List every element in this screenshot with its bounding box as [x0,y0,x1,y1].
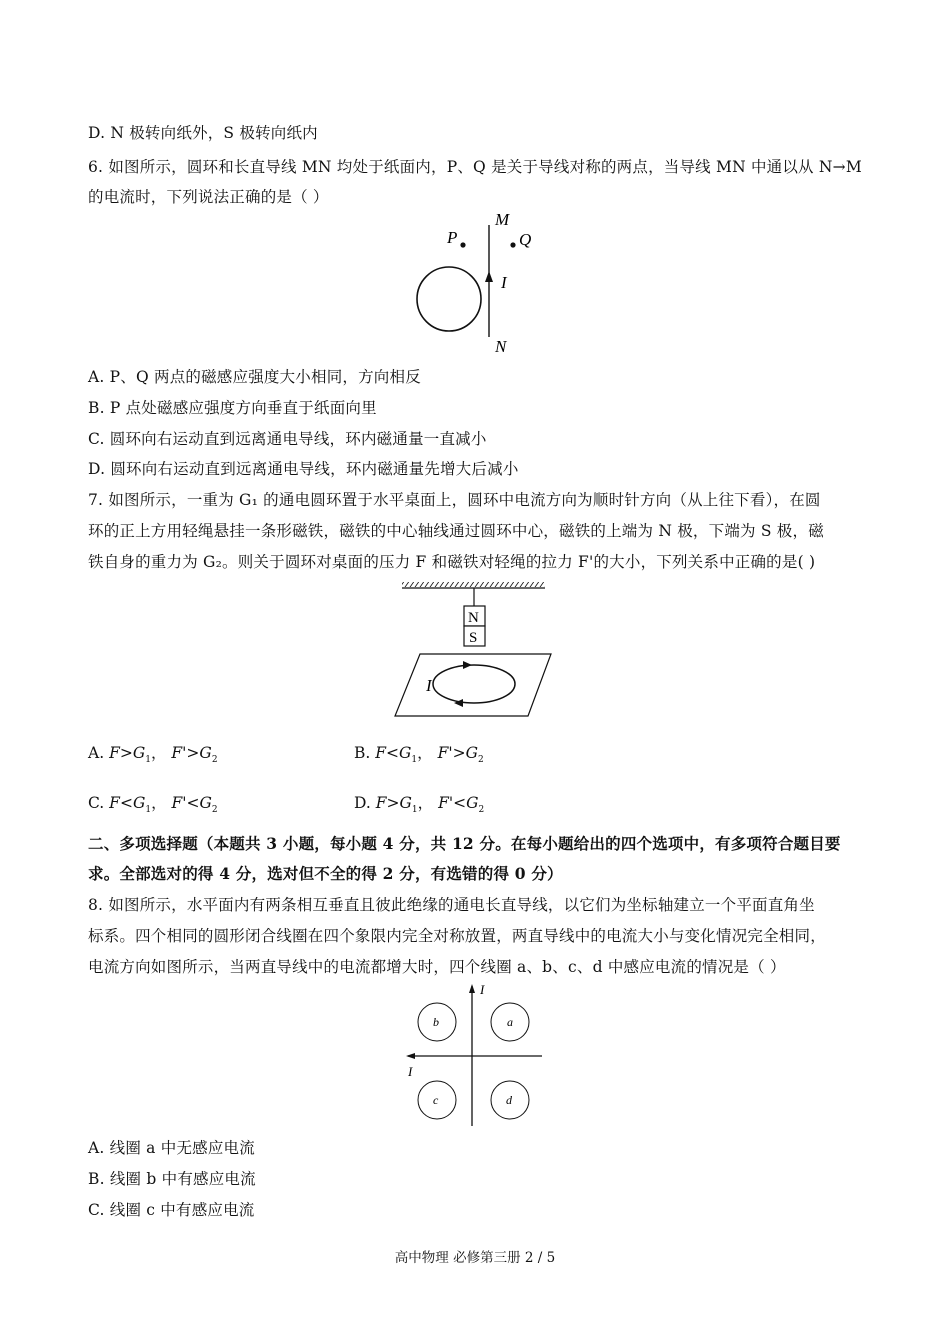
q5-option-d: D. N 极转向纸外，S 极转向纸内 [88,124,318,142]
q8-option-a: A. 线圈 a 中无感应电流 [88,1139,255,1157]
label-i-vertical: I [480,982,485,997]
label-p: P [447,228,458,247]
q8-option-c: C. 线圈 c 中有感应电流 [88,1201,255,1219]
q8-figure [400,980,550,1130]
q7-stem-line2: 环的正上方用轻绳悬挂一条形磁铁，磁铁的中心轴线通过圆环中心，磁铁的上端为 N 极，下端为 S 极，磁 [88,522,824,540]
q8-stem-line1: 8. 如图所示，水平面内有两条相互垂直且彼此绝缘的通电长直导线，以它们为坐标轴建立一个平面直角坐 [88,896,815,914]
label-n: N [495,337,507,356]
label-magnet-n: N [468,610,479,626]
horizontal-current-arrow [406,1053,415,1059]
q6-option-c: C. 圆环向右运动直到远离通电导线，环内磁通量一直减小 [88,430,487,448]
current-ring [433,665,515,703]
page-footer: 高中物理 必修第三册 2 / 5 [394,1250,556,1266]
ring [417,267,481,331]
label-coil-b: b [433,1015,439,1029]
label-coil-d: d [506,1093,512,1107]
q7-option-d: D. $F>G_1$， $F'<G_2$ [354,794,485,816]
q6-stem-line2: 的电流时，下列说法正确的是（ ） [88,188,329,206]
q7-stem-line1: 7. 如图所示，一重为 G₁ 的通电圆环置于水平桌面上，圆环中电流方向为顺时针方向（从上往下看），在圆 [88,491,821,509]
q8-stem-line3: 电流方向如图所示，当两直导线中的电流都增大时，四个线圈 a、b、c、d 中感应电流的情况是（ ） [88,958,786,976]
current-arrow [485,271,493,282]
tabletop [395,654,551,716]
label-coil-c: c [433,1093,439,1107]
point-q-dot [510,242,515,247]
q7-option-b: B. $F<G_1$， $F'>G_2$ [354,744,484,766]
q7-option-a: A. $F>G_1$， $F'>G_2$ [88,744,218,766]
q6-option-a: A. P、Q 两点的磁感应强度大小相同，方向相反 [88,368,421,386]
q7-stem-line3: 铁自身的重力为 G₂。则关于圆环对桌面的压力 F 和磁铁对轻绳的拉力 F'的大小，下列关系中正确的是( ) [88,553,816,571]
q8-stem-line2: 标系。四个相同的圆形闭合线圈在四个象限内完全对称放置，两直导线中的电流大小与变化情况完全相同， [88,927,826,945]
ceiling-hatch [402,582,545,587]
section2-heading-line1: 二、多项选择题（本题共 3 小题，每小题 4 分，共 12 分。在每小题给出的四个选项中，有多项符合题目要 [88,834,841,853]
q7-option-c: C. $F<G_1$， $F'<G_2$ [88,794,218,816]
ring-arrow-top [463,661,472,669]
label-coil-a: a [507,1015,513,1029]
vertical-current-arrow [469,984,475,993]
label-m: M [495,210,510,229]
q6-figure [405,205,555,357]
q6-option-b: B. P 点处磁感应强度方向垂直于纸面向里 [88,399,377,417]
label-ring-i: I [426,676,432,695]
label-i: I [501,273,507,292]
section2-heading-line2: 求。全部选对的得 4 分，选对但不全的得 2 分，有选错的得 0 分） [88,864,563,883]
q6-option-d: D. 圆环向右运动直到远离通电导线，环内磁通量先增大后减小 [88,460,519,478]
label-q: Q [519,230,532,249]
ring-arrow-bottom [454,699,463,707]
q8-option-b: B. 线圈 b 中有感应电流 [88,1170,256,1188]
q6-stem-line1: 6. 如图所示，圆环和长直导线 MN 均处于纸面内，P、Q 是关于导线对称的两点，当导线 MN 中通以从 N→M [88,158,862,176]
label-i-horizontal: I [408,1064,413,1079]
point-p-dot [460,242,465,247]
q7-figure [388,580,558,720]
label-magnet-s: S [469,630,478,646]
